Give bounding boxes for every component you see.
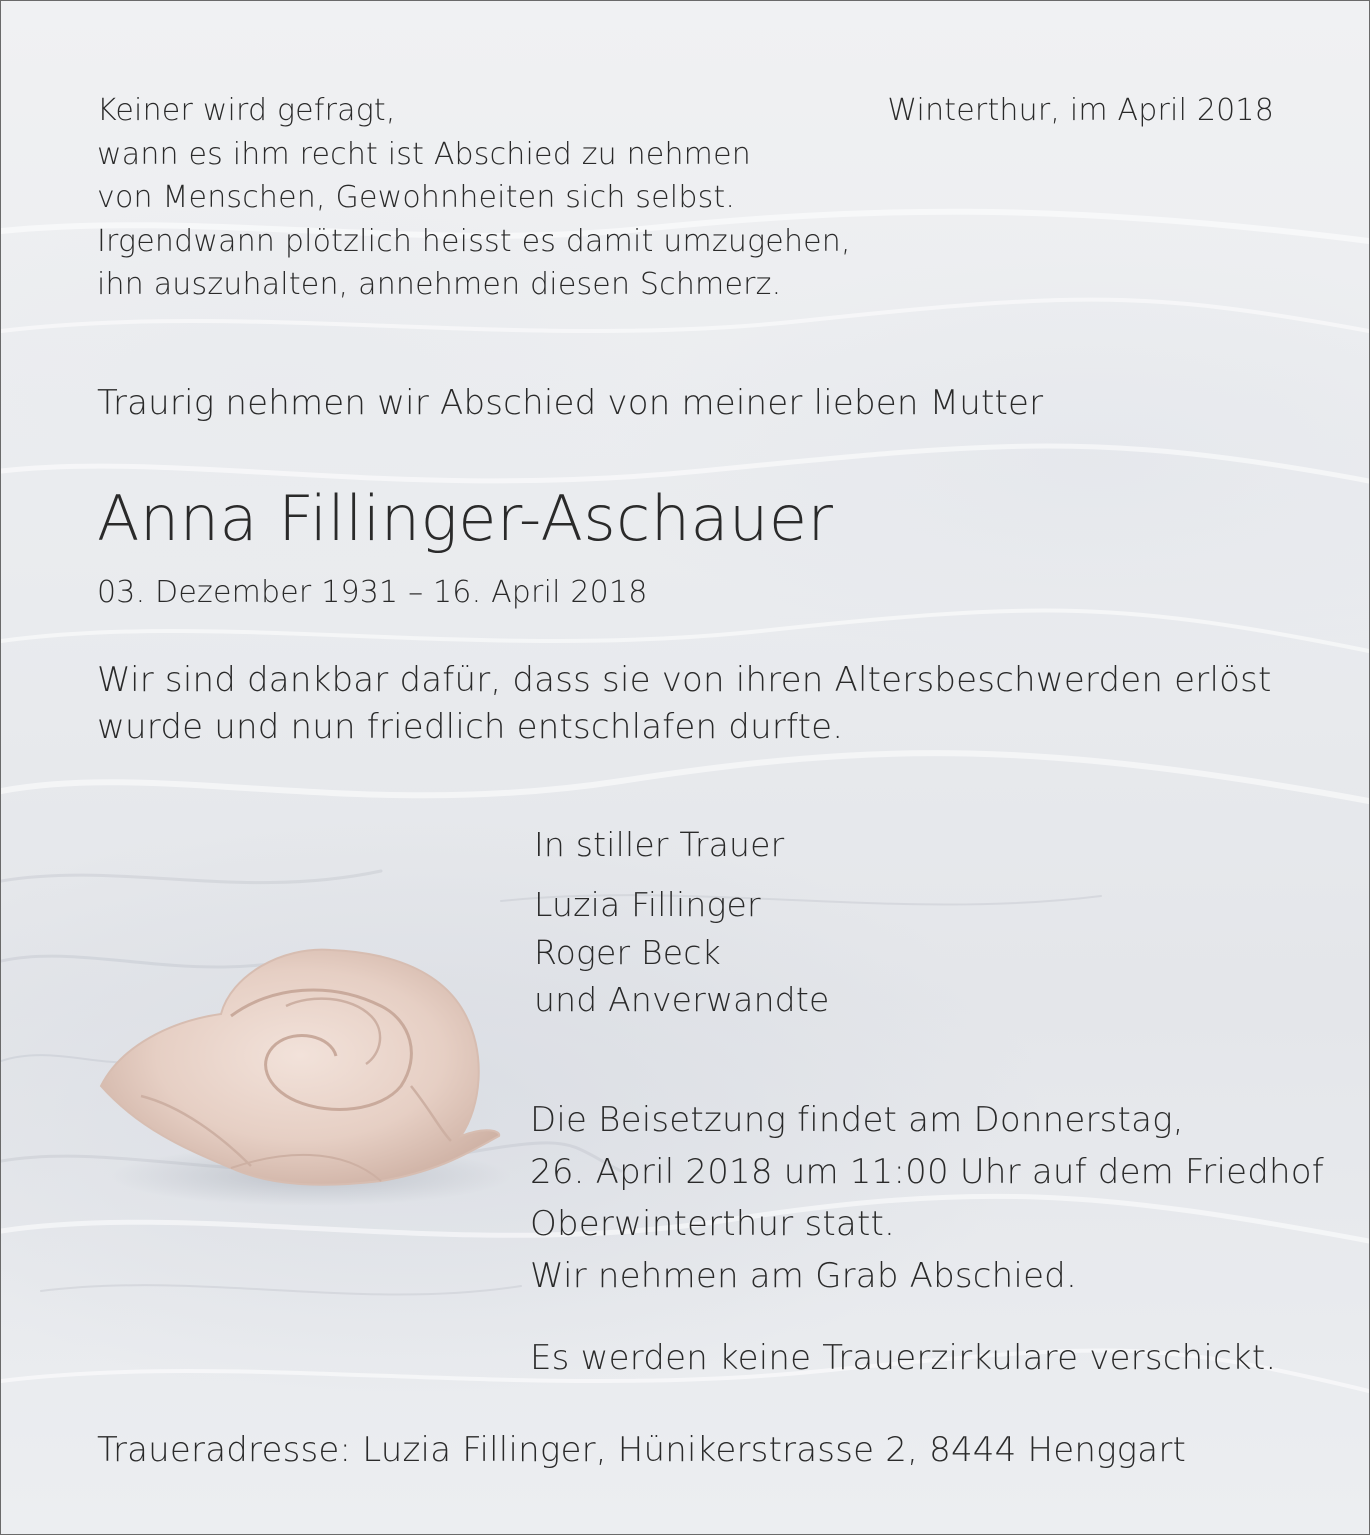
gratitude-line: Wir sind dankbar dafür, dass sie von ihren Altersbeschwerden erlöst: [97, 660, 1272, 700]
mourner-name: und Anverwandte: [534, 980, 830, 1019]
gratitude-text: [97, 657, 1272, 751]
poem-line: ihn auszuhalten, annehmen diesen Schmerz.: [97, 267, 782, 302]
poem-line: wann es ihm recht ist Abschied zu nehmen: [97, 136, 751, 172]
funeral-info: [530, 1094, 1324, 1302]
poem-line: von Menschen, Gewohnheiten sich selbst.: [97, 180, 736, 215]
mourner-name: Luzia Fillinger: [534, 885, 761, 924]
intro-text: Traurig nehmen wir Abschied von meiner lieben Mutter: [97, 383, 1044, 423]
funeral-line: Die Beisetzung findet am Donnerstag,: [530, 1100, 1184, 1140]
circulars-note: Es werden keine Trauerzirkulare verschickt.: [530, 1338, 1277, 1378]
gratitude-line: wurde und nun friedlich entschlafen durfte.: [97, 707, 844, 747]
poem-line: Keiner wird gefragt,: [97, 93, 396, 128]
mourning-heading: In stiller Trauer: [534, 825, 785, 864]
mourners-list: [534, 881, 829, 1024]
mourner-name: Roger Beck: [534, 932, 721, 972]
deceased-name: Anna Fillinger-Aschauer: [97, 482, 834, 555]
funeral-line: 26. April 2018 um 11:00 Uhr auf dem Friedhof: [530, 1152, 1324, 1192]
mourning-address: Traueradresse: Luzia Fillinger, Hünikerstrasse 2, 8444 Henggart: [97, 1430, 1187, 1470]
place-date: Winterthur, im April 2018: [887, 93, 1274, 128]
poem-line: Irgendwann plötzlich heisst es damit umzugehen,: [97, 223, 851, 259]
life-dates: 03. Dezember 1931 – 16. April 2018: [97, 575, 648, 610]
funeral-line: Oberwinterthur statt.: [530, 1204, 896, 1244]
poem: [97, 89, 851, 307]
funeral-line: Wir nehmen am Grab Abschied.: [530, 1256, 1077, 1296]
rose-illustration: [81, 936, 511, 1206]
